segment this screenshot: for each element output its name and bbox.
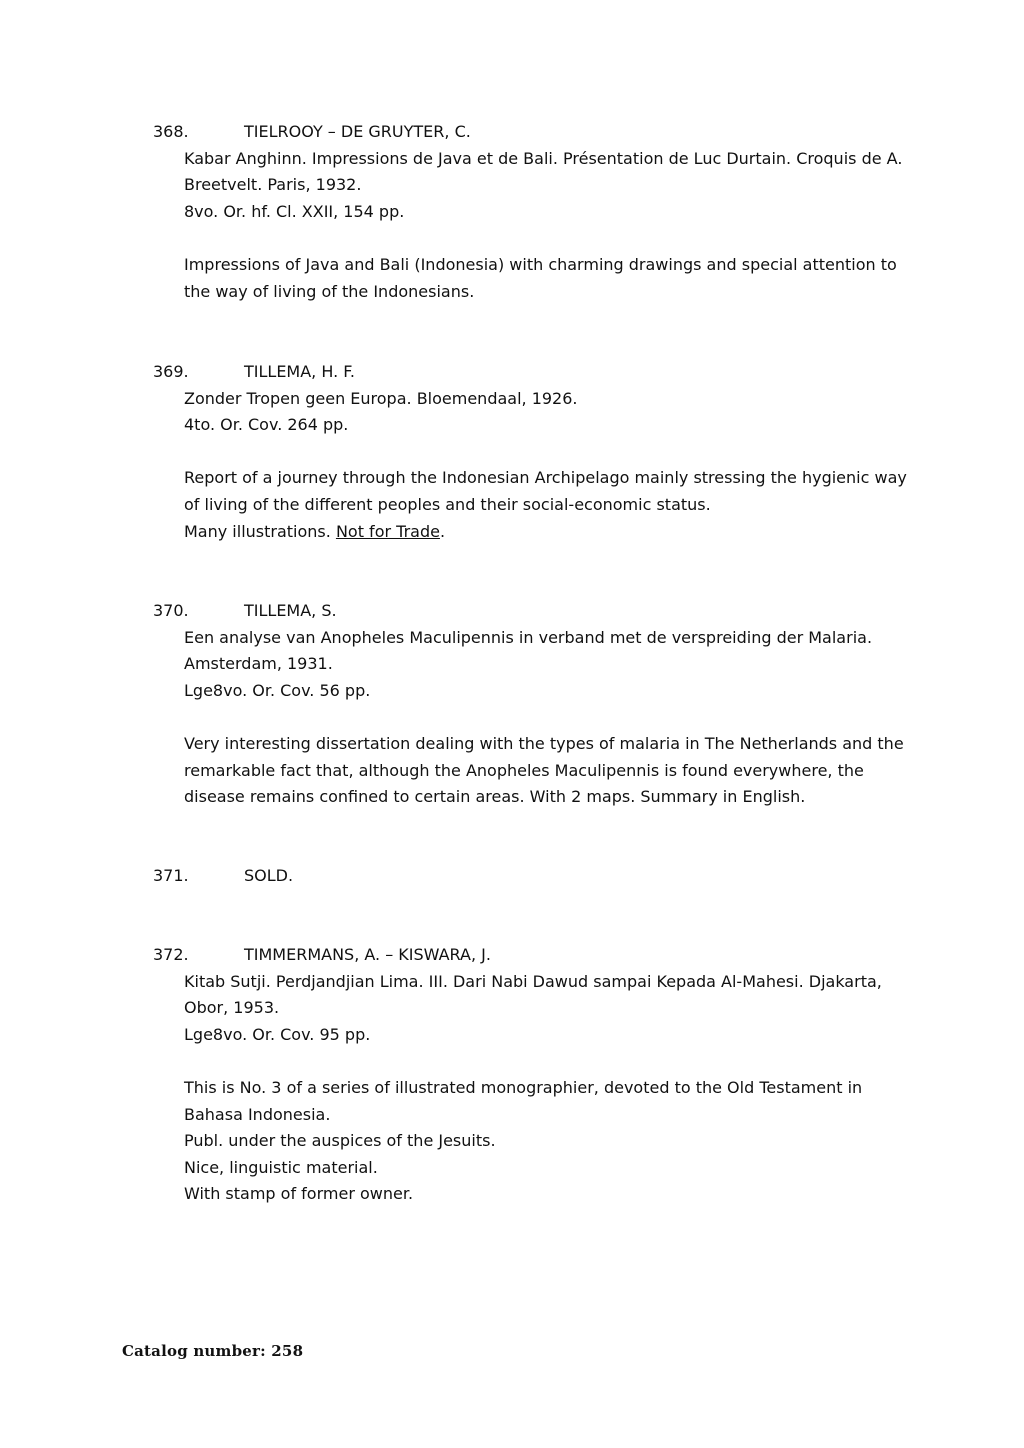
catalog-number-footer: Catalog number: 258 <box>122 1342 304 1360</box>
entry-author: TILLEMA, S. <box>244 601 337 620</box>
entry-author: TILLEMA, H. F. <box>244 362 355 381</box>
entry-description: Report of a journey through the Indonesian Archipelago mainly stressing the hygienic way of living of the different peoples and their social-economic status. <box>184 468 907 514</box>
entry-format: Lge8vo. Or. Cov. 56 pp. <box>184 680 371 700</box>
entry-header <box>0 119 1024 146</box>
entry-number: 368. <box>153 122 189 141</box>
entry-title: Een analyse van Anopheles Maculipennis in verband met de verspreiding der Malaria. Amsterdam, 1931. <box>184 627 873 674</box>
entry-title: Kitab Sutji. Perdjandjian Lima. III. Dari Nabi Dawud sampai Kepada Al-Mahesi. Djakarta, Obor, 1953. <box>184 971 882 1018</box>
entry-number: 371. <box>153 866 189 885</box>
entry-number: 369. <box>153 362 189 381</box>
entry-title: Zonder Tropen geen Europa. Bloemendaal, 1926. <box>184 388 578 408</box>
catalog-entry-371 <box>0 863 1024 890</box>
entry-title: Kabar Anghinn. Impressions de Java et de Bali. Présentation de Luc Durtain. Croquis de A. Breetvelt. Paris, 1932. <box>184 148 903 195</box>
entry-note: With stamp of former owner. <box>184 1184 414 1204</box>
entry-format: 4to. Or. Cov. 264 pp. <box>184 415 349 435</box>
entry-header <box>0 359 1024 386</box>
entry-format: 8vo. Or. hf. Cl. XXII, 154 pp. <box>184 201 405 221</box>
catalog-entry-372 <box>0 942 1024 1208</box>
entry-header <box>0 863 1024 890</box>
catalog-entry-369 <box>0 359 1024 545</box>
entry-author: TIELROOY – DE GRUYTER, C. <box>244 122 471 141</box>
entry-body <box>184 146 909 306</box>
entry-number: 370. <box>153 601 189 620</box>
catalog-entry-370 <box>0 598 1024 811</box>
entry-body <box>184 969 909 1208</box>
entry-note <box>184 519 909 546</box>
entry-number: 372. <box>153 945 189 964</box>
entry-description: This is No. 3 of a series of illustrated monographier, devoted to the Old Testament in Bahasa Indonesia. <box>184 1077 863 1124</box>
entry-header <box>0 942 1024 969</box>
entry-note: Nice, linguistic material. <box>184 1157 378 1177</box>
catalog-entry-368 <box>0 119 1024 305</box>
entry-body <box>184 625 909 811</box>
entry-note: Publ. under the auspices of the Jesuits. <box>184 1131 496 1151</box>
entry-header <box>0 598 1024 625</box>
note-suffix: . <box>439 521 446 541</box>
entry-description: Impressions of Java and Bali (Indonesia) with charming drawings and special attention to the way of living of the Indonesians. <box>184 254 897 301</box>
entry-description: Very interesting dissertation dealing with the types of malaria in The Netherlands and the remarkable fact that, although the Anopheles Maculipennis is found everywhere, the disease remains confined to certain areas. With 2 maps. Summary in English. <box>184 733 904 807</box>
entry-sold-label: SOLD. <box>244 866 294 885</box>
entry-format: Lge8vo. Or. Cov. 95 pp. <box>184 1024 371 1044</box>
entry-body <box>184 386 909 546</box>
not-for-trade-note: Not for Trade <box>335 521 440 541</box>
note-prefix: Many illustrations. <box>184 521 336 541</box>
entry-author: TIMMERMANS, A. – KISWARA, J. <box>244 945 491 964</box>
